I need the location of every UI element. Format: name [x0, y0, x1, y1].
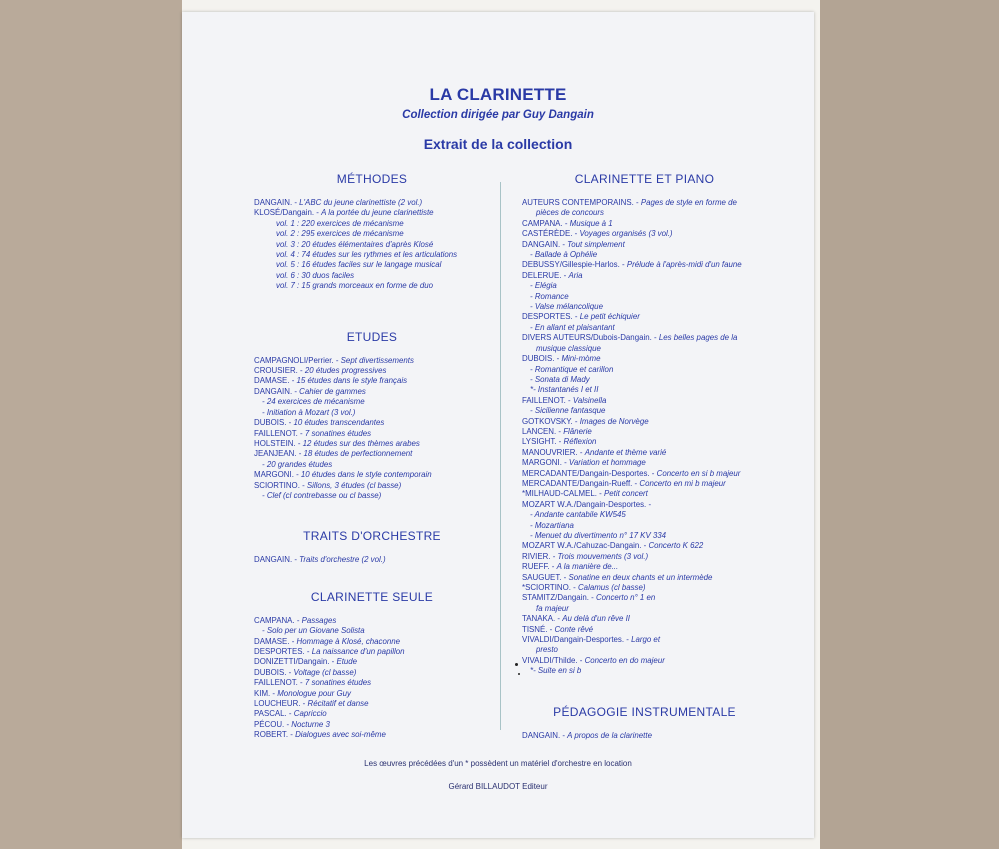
catalog-entry [522, 510, 767, 520]
catalog-entry [522, 541, 767, 551]
catalog-entry [522, 219, 767, 229]
catalog-entry [522, 552, 767, 562]
catalog-entry [522, 489, 767, 499]
work-title: Etude [336, 657, 358, 667]
work-title: Aria [568, 270, 583, 280]
work-title: Musique à 1 [569, 218, 613, 228]
catalog-entry [522, 229, 767, 239]
composer-name: TANAKA. - [522, 614, 563, 624]
work-title: fa majeur [536, 603, 569, 613]
section-heading: MÉTHODES [336, 172, 408, 186]
catalog-entry [522, 614, 767, 624]
composer-name: RUEFF. - [522, 562, 557, 572]
composer-name: PASCAL. - [254, 709, 294, 719]
work-title: Les belles pages de la [658, 333, 738, 343]
catalog-entry [254, 366, 490, 376]
work-title: - Romantique et carillon [530, 364, 614, 374]
composer-name: DEBUSSY/Gillespie-Harlos. - [522, 260, 627, 270]
composer-name: VIVALDI/Thilde. - [522, 655, 585, 665]
composer-name: MERCADANTE/Dangain-Desportes. - [522, 468, 657, 478]
catalog-entry [254, 229, 490, 239]
work-title: - 24 exercices de mécanisme [262, 397, 365, 407]
work-title: Petit concert [604, 489, 648, 499]
composer-name: TISNÉ. - [522, 624, 555, 634]
catalog-entry [522, 531, 767, 541]
work-title: presto [536, 645, 558, 655]
composer-name: CROUSIER. - [254, 366, 305, 376]
catalog-section [522, 172, 767, 677]
catalog-entry [254, 356, 490, 366]
composer-name: RIVIER. - [522, 551, 558, 561]
work-title: Le petit échiquier [579, 312, 640, 322]
work-title: Voyages organisés (3 vol.) [579, 229, 673, 239]
catalog-section [254, 590, 490, 741]
catalog-page [182, 12, 814, 838]
work-title: musique classique [536, 343, 601, 353]
work-title: vol. 3 : 20 études élémentaires d'après Klosé [276, 239, 434, 249]
work-title: - Initiation à Mozart (3 vol.) [262, 407, 356, 417]
catalog-entry [522, 302, 767, 312]
entry-list [254, 616, 490, 741]
catalog-entry [254, 730, 490, 740]
catalog-entry [254, 647, 490, 657]
section-heading: CLARINETTE ET PIANO [574, 172, 715, 186]
catalog-entry [522, 635, 767, 645]
composer-name: DUBOIS. - [522, 354, 562, 364]
catalog-entry [522, 656, 767, 666]
work-title: Trois mouvements (3 vol.) [557, 551, 649, 561]
work-title: - Andante cantabile KW545 [530, 510, 626, 520]
catalog-entry [254, 720, 490, 730]
catalog-entry [254, 709, 490, 719]
catalog-entry [254, 439, 490, 449]
catalog-entry [522, 417, 767, 427]
catalog-entry [522, 240, 767, 250]
work-title: Calamus (cl basse) [577, 583, 646, 593]
composer-name: MERCADANTE/Dangain-Rueff. - [522, 478, 640, 488]
catalog-entry [522, 260, 767, 270]
composer-name: DELERUE. - [522, 270, 569, 280]
composer-name: CASTÉRÈDE. - [522, 229, 580, 239]
work-title: A la manière de... [556, 562, 619, 572]
work-title: 10 études transcendantes [293, 418, 385, 428]
composer-name: FAILLENOT. - [254, 678, 305, 688]
catalog-entry [254, 240, 490, 250]
catalog-entry [522, 583, 767, 593]
composer-name: PÉCOU. - [254, 719, 292, 729]
background-right [820, 0, 999, 849]
catalog-entry [254, 376, 490, 386]
composer-name: FAILLENOT. - [522, 395, 573, 405]
work-title: - Mozartiana [530, 520, 574, 530]
composer-name: DUBOIS. - [254, 667, 294, 677]
composer-name: KIM. - [254, 688, 278, 698]
composer-name: MARGONI. - [254, 470, 301, 480]
catalog-entry [254, 626, 490, 636]
work-title: - Menuet du divertimento n° 17 KV 334 [530, 531, 667, 540]
page-title: LA CLARINETTE [429, 85, 567, 104]
work-title: - Elégia [530, 281, 557, 291]
work-title: vol. 4 : 74 études sur les rythmes et les articulations [276, 250, 458, 260]
catalog-entry [522, 354, 767, 364]
catalog-entry [522, 500, 767, 510]
composer-name: FAILLENOT. - [254, 428, 305, 438]
work-title: Pages de style en forme de [640, 198, 737, 207]
composer-name: CAMPANA. - [254, 615, 302, 625]
composer-name: HOLSTEIN. - [254, 438, 303, 448]
work-title: - Romance [530, 291, 569, 301]
composer-name: DIVERS AUTEURS/Dubois-Dangain. - [522, 333, 659, 343]
catalog-entry [254, 219, 490, 229]
composer-name: DAMASE. - [254, 636, 297, 646]
catalog-section [254, 330, 490, 502]
catalog-entry [522, 562, 767, 572]
catalog-entry [522, 437, 767, 447]
work-title: Dialogues avec soi-même [295, 730, 386, 740]
work-title: Tout simplement [567, 239, 625, 249]
footnote: Les œuvres précédées d'un * possèdent un matériel d'orchestre en location [364, 759, 632, 768]
catalog-entry [522, 479, 767, 489]
work-title: vol. 5 : 16 études faciles sur le langage musical [276, 260, 442, 270]
catalog-entry [254, 271, 490, 281]
catalog-section [254, 529, 490, 565]
composer-name: DESPORTES. - [254, 646, 312, 656]
work-title: A propos de la clarinette [567, 730, 652, 740]
catalog-entry [254, 208, 490, 218]
work-title: Images de Norvège [579, 416, 649, 426]
composer-name: MANOUVRIER. - [522, 447, 585, 457]
composer-name: DANGAIN. - [254, 198, 300, 207]
composer-name: KLOSÉ/Dangain. - [254, 208, 322, 218]
work-title: Voltage (cl basse) [293, 667, 357, 677]
work-title: Concerto en si b majeur [656, 468, 741, 478]
composer-name: DANGAIN. - [254, 386, 300, 396]
catalog-entry [522, 281, 767, 291]
work-title: pièces de concours [536, 208, 604, 218]
catalog-entry [254, 689, 490, 699]
catalog-entry [254, 418, 490, 428]
catalog-entry [254, 668, 490, 678]
catalog-entry [522, 448, 767, 458]
catalog-section [522, 705, 767, 741]
work-title: - Sicilienne fantasque [530, 406, 606, 416]
composer-name: MARGONI. - [522, 458, 569, 468]
work-title: 20 études progressives [304, 366, 387, 376]
work-title: Sept divertissements [340, 355, 414, 365]
composer-name: DONIZETTI/Dangain. - [254, 657, 337, 667]
work-title: - 20 grandes études [262, 459, 333, 469]
section-heading: ETUDES [346, 329, 398, 344]
composer-name: SCIORTINO. - [254, 480, 307, 490]
work-title: Concerto en do majeur [584, 655, 665, 665]
catalog-entry [254, 555, 490, 565]
catalog-entry [522, 573, 767, 583]
work-title: Concerto n° 1 en [595, 593, 656, 603]
catalog-entry [522, 458, 767, 468]
work-title: Hommage à Klosé, chaconne [296, 636, 401, 646]
work-title: *- Suite en si b [530, 666, 582, 676]
section-heading: CLARINETTE SEULE [310, 589, 434, 604]
composer-name: LYSIGHT. - [522, 437, 564, 447]
catalog-entry [254, 198, 490, 208]
composer-name: VIVALDI/Dangain-Desportes. - [522, 635, 632, 645]
catalog-entry [522, 427, 767, 437]
catalog-entry [254, 657, 490, 667]
work-title: Prélude à l'après-midi d'un faune [626, 260, 742, 270]
composer-name: GOTKOVSKY. - [522, 416, 580, 426]
work-title: Récitatif et danse [307, 699, 369, 708]
work-title: L'ABC du jeune clarinettiste (2 vol.) [299, 198, 423, 207]
catalog-entry [522, 323, 767, 333]
work-title: A la portée du jeune clarinettiste [321, 208, 434, 218]
catalog-entry [522, 521, 767, 531]
work-title: Valsinella [572, 395, 607, 405]
work-title: Passages [301, 615, 337, 625]
catalog-entry [254, 449, 490, 459]
work-title: Flânerie [563, 426, 592, 436]
catalog-entry [522, 198, 767, 208]
work-title: vol. 6 : 30 duos faciles [276, 270, 355, 280]
work-title: Cahier de gammes [299, 386, 366, 396]
work-title: 10 études dans le style contemporain [300, 470, 432, 480]
catalog-entry [254, 678, 490, 688]
catalog-entry [522, 645, 767, 655]
catalog-entry [522, 250, 767, 260]
catalog-entry [254, 281, 490, 291]
section-heading: PÉDAGOGIE INSTRUMENTALE [553, 704, 736, 719]
column-divider [500, 182, 501, 730]
background-left [0, 0, 182, 849]
catalog-entry [522, 375, 767, 385]
composer-name: JEANJEAN. - [254, 449, 304, 459]
work-title: - Solo per un Giovane Solista [262, 626, 365, 636]
work-title: 18 études de perfectionnement [303, 449, 413, 459]
work-title: Mini-mòme [561, 354, 601, 364]
work-title: - Valse mélancolique [530, 302, 603, 312]
catalog-entry [254, 429, 490, 439]
ink-spot [518, 673, 520, 675]
catalog-entry [522, 604, 767, 614]
work-title: 15 études dans le style français [296, 376, 408, 386]
catalog-entry [254, 491, 490, 501]
catalog-entry [254, 616, 490, 626]
composer-name: *SCIORTINO. - [522, 583, 578, 593]
work-title: Capriccio [293, 709, 327, 719]
work-title: vol. 7 : 15 grands morceaux en forme de duo [276, 281, 434, 291]
work-title: Traits d'orchestre (2 vol.) [299, 555, 386, 565]
entry-list [522, 731, 767, 741]
catalog-entry [522, 593, 767, 603]
entry-list [254, 555, 490, 565]
ink-spot [515, 663, 518, 666]
composer-name: STAMITZ/Dangain. - [522, 593, 596, 603]
composer-name: DUBOIS. - [254, 418, 294, 428]
work-title: - Ballade à Ophélie [530, 250, 598, 260]
work-title: Sillons, 3 études (cl basse) [306, 480, 402, 490]
composer-name: DANGAIN. - [522, 239, 568, 249]
work-title: Conte rêvé [554, 624, 594, 634]
composer-name: LOUCHEUR. - [254, 699, 308, 708]
page-subtitle: Collection dirigée par Guy Dangain [402, 109, 594, 121]
work-title: Nocturne 3 [291, 719, 330, 729]
catalog-entry [254, 260, 490, 270]
work-title: Variation et hommage [568, 458, 646, 468]
catalog-entry [254, 408, 490, 418]
work-title: - Sonata di Mady [530, 374, 590, 384]
catalog-entry [522, 469, 767, 479]
catalog-entry [522, 625, 767, 635]
composer-name: CAMPAGNOLI/Perrier. - [254, 355, 341, 365]
composer-name: DANGAIN. - [522, 730, 568, 740]
catalog-entry [522, 312, 767, 322]
catalog-entry [254, 460, 490, 470]
work-title: Réflexion [563, 437, 597, 447]
catalog-entry [254, 387, 490, 397]
catalog-entry [522, 396, 767, 406]
publisher: Gérard BILLAUDOT Editeur [448, 782, 548, 791]
catalog-entry [522, 271, 767, 281]
catalog-entry [254, 470, 490, 480]
entry-list [254, 356, 490, 502]
composer-name: MOZART W.A./Dangain-Desportes. - [522, 499, 652, 509]
work-title: - Clef (cl contrebasse ou cl basse) [262, 490, 382, 500]
collection-extract-heading: Extrait de la collection [423, 136, 573, 152]
composer-name: AUTEURS CONTEMPORAINS. - [522, 198, 641, 207]
catalog-entry [522, 385, 767, 395]
entry-list [254, 198, 490, 292]
catalog-entry [522, 406, 767, 416]
work-title: 12 études sur des thèmes arabes [302, 438, 420, 448]
catalog-entry [522, 666, 767, 676]
catalog-entry [522, 365, 767, 375]
composer-name: CAMPANA. - [522, 218, 570, 228]
work-title: vol. 2 : 295 exercices de mécanisme [276, 229, 404, 239]
catalog-entry [254, 250, 490, 260]
section-heading: TRAITS D'ORCHESTRE [303, 529, 441, 544]
catalog-entry [522, 344, 767, 354]
catalog-entry [522, 731, 767, 741]
composer-name: DAMASE. - [254, 376, 297, 386]
composer-name: LANCEN. - [522, 426, 564, 436]
work-title: 7 sonatines études [304, 428, 372, 438]
entry-list [522, 198, 767, 677]
right-column [522, 172, 767, 741]
work-title: - En allant et plaisantant [530, 322, 615, 332]
work-title: Monologue pour Guy [277, 688, 351, 698]
composer-name: DANGAIN. - [254, 555, 300, 565]
composer-name: ROBERT. - [254, 730, 296, 740]
catalog-entry [522, 333, 767, 343]
catalog-entry [254, 481, 490, 491]
work-title: 7 sonatines études [304, 678, 372, 688]
work-title: Concerto K 622 [648, 541, 704, 551]
work-title: La naissance d'un papillon [311, 646, 405, 656]
catalog-entry [254, 637, 490, 647]
work-title: *- Instantanés I et II [530, 385, 599, 395]
catalog-entry [522, 208, 767, 218]
catalog-section [254, 172, 490, 292]
work-title: Largo et [631, 635, 661, 645]
work-title: Au delà d'un rêve II [562, 614, 630, 624]
catalog-entry [254, 699, 490, 709]
work-title: Sonatine en deux chants et un intermède [568, 572, 713, 582]
left-column [254, 172, 490, 741]
composer-name: SAUGUET. - [522, 572, 569, 582]
work-title: Concerto en mi b majeur [639, 478, 726, 488]
composer-name: *MILHAUD-CALMEL. - [522, 489, 604, 499]
work-title: Andante et thème varié [584, 447, 667, 457]
composer-name: DESPORTES. - [522, 312, 580, 322]
composer-name: MOZART W.A./Cahuzac-Dangain. - [522, 541, 649, 551]
work-title: vol. 1 : 220 exercices de mécanisme [276, 218, 404, 228]
catalog-entry [522, 292, 767, 302]
catalog-entry [254, 397, 490, 407]
